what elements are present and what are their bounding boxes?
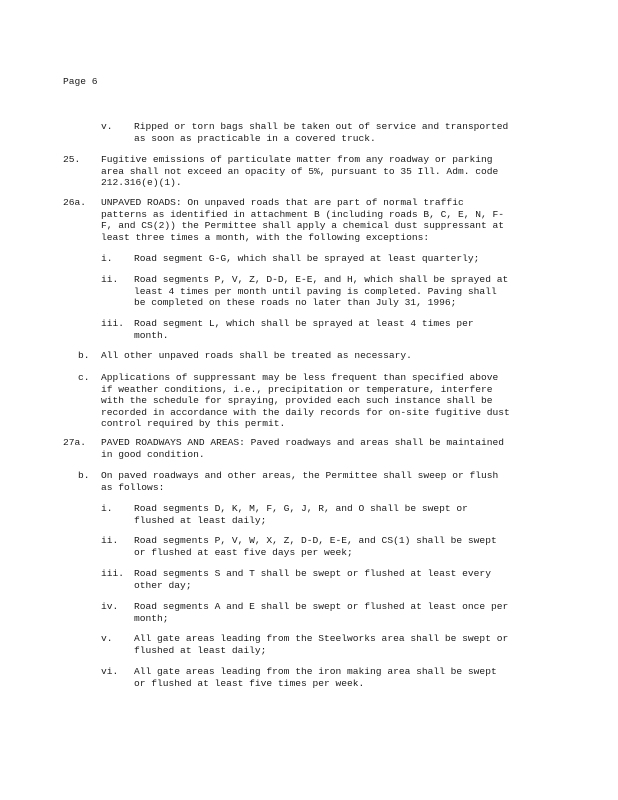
item-text-26a_ii-line-2: least 4 times per month until paving is completed. Paving shall bbox=[134, 285, 497, 297]
item-label-26a_i: i. bbox=[101, 253, 113, 264]
item-text-27b_v-line-1: All gate areas leading from the Steelworks area shall be swept or bbox=[134, 633, 509, 644]
item-text-27a-line-2: in good condition. bbox=[101, 448, 205, 460]
item-text-27b_v-line-2: flushed at least daily; bbox=[134, 644, 267, 656]
page-header: Page 6 bbox=[63, 76, 98, 87]
item-text-26a_iii-line-2: month. bbox=[134, 329, 169, 341]
item-text-26a-line-3: F, and CS(2)) the Permittee shall apply a chemical dust suppressant at bbox=[101, 220, 505, 231]
item-text-26c-line-5: control required by this permit. bbox=[101, 418, 286, 429]
item-text-v_top-line-1: Ripped or torn bags shall be taken out of service and transported bbox=[134, 121, 509, 132]
item-text-26a-line-1: UNPAVED ROADS: On unpaved roads that are part of normal traffic bbox=[101, 197, 464, 208]
item-label-27b_iv: iv. bbox=[101, 601, 119, 612]
item-text-26c-line-4: recorded in accordance with the daily records for on-site fugitive dust bbox=[101, 406, 510, 418]
item-text-27b-line-2: as follows: bbox=[101, 481, 165, 493]
item-label-27b: b. bbox=[78, 470, 90, 481]
item-text-25-line-2: area shall not exceed an opacity of 5%, pursuant to 35 Ill. Adm. code bbox=[101, 165, 499, 177]
item-label-27a: 27a. bbox=[63, 437, 87, 448]
item-text-26a_ii-line-1: Road segments P, V, Z, D-D, E-E, and H, which shall be sprayed at bbox=[134, 274, 509, 285]
item-label-v_top: v. bbox=[101, 121, 113, 132]
item-text-27b_vi-line-2: or flushed at least five times per week. bbox=[134, 677, 365, 689]
item-label-27b_vi: vi. bbox=[101, 666, 119, 677]
item-text-26a_ii-line-3: be completed on these roads no later than July 31, 1996; bbox=[134, 297, 457, 308]
item-text-27b_ii-line-2: or flushed at east five days per week; bbox=[134, 546, 353, 558]
item-text-26a-line-4: least three times a month, with the following exceptions: bbox=[101, 231, 430, 243]
item-label-26b: b. bbox=[78, 350, 90, 361]
item-text-27b_ii-line-1: Road segments P, V, W, X, Z, D-D, E-E, and CS(1) shall be swept bbox=[134, 535, 497, 546]
item-text-v_top-line-2: as soon as practicable in a covered truck. bbox=[134, 132, 376, 144]
item-text-25-line-3: 212.316(e)(1). bbox=[101, 177, 182, 188]
item-text-26a_iii-line-1: Road segment L, which shall be sprayed at least 4 times per bbox=[134, 318, 474, 329]
item-text-25-line-1: Fugitive emissions of particulate matter from any roadway or parking bbox=[101, 154, 493, 165]
item-label-26a_ii: ii. bbox=[101, 274, 119, 285]
item-text-27b_iv-line-1: Road segments A and E shall be swept or flushed at least once per bbox=[134, 601, 509, 612]
item-text-27b-line-1: On paved roadways and other areas, the Permittee shall sweep or flush bbox=[101, 470, 499, 481]
item-text-27b_vi-line-1: All gate areas leading from the iron making area shall be swept bbox=[134, 666, 497, 677]
item-text-27a-line-1: PAVED ROADWAYS AND AREAS: Paved roadways and areas shall be maintained bbox=[101, 437, 505, 448]
item-text-27b_iv-line-2: month; bbox=[134, 612, 169, 624]
item-text-26b-line-1: All other unpaved roads shall be treated as necessary. bbox=[101, 350, 412, 361]
item-text-26c-line-1: Applications of suppressant may be less frequent than specified above bbox=[101, 372, 499, 383]
item-label-26c: c. bbox=[78, 372, 90, 383]
item-label-25: 25. bbox=[63, 154, 81, 165]
item-text-26a-line-2: patterns as identified in attachment B (including roads B, C, E, N, F- bbox=[101, 208, 505, 220]
item-label-26a_iii: iii. bbox=[101, 318, 125, 329]
item-label-27b_i: i. bbox=[101, 503, 113, 514]
item-label-27b_v: v. bbox=[101, 633, 113, 644]
item-text-26c-line-3: with the schedule for spraying, provided each such instance shall be bbox=[101, 395, 493, 406]
item-text-27b_i-line-2: flushed at least daily; bbox=[134, 514, 267, 526]
item-text-26a_i-line-1: Road segment G-G, which shall be sprayed at least quarterly; bbox=[134, 253, 480, 264]
item-text-26c-line-2: if weather conditions, i.e., precipitation or temperature, interfere bbox=[101, 383, 493, 395]
item-text-27b_i-line-1: Road segments D, K, M, F, G, J, R, and O shall be swept or bbox=[134, 503, 468, 514]
item-text-27b_iii-line-2: other day; bbox=[134, 579, 192, 591]
item-label-27b_iii: iii. bbox=[101, 568, 125, 579]
item-label-27b_ii: ii. bbox=[101, 535, 119, 546]
item-label-26a: 26a. bbox=[63, 197, 87, 208]
item-text-27b_iii-line-1: Road segments S and T shall be swept or flushed at least every bbox=[134, 568, 491, 579]
